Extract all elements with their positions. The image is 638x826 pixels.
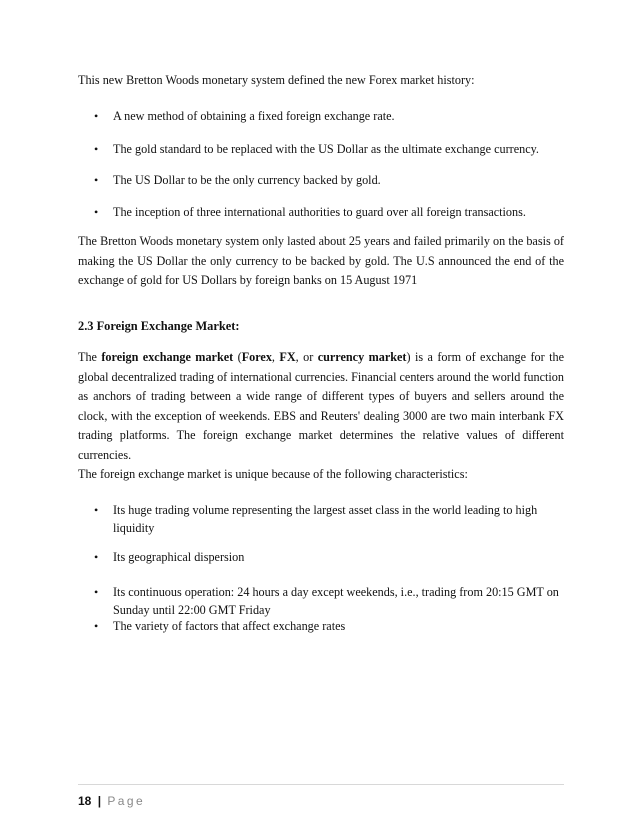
footer-separator: | — [97, 794, 102, 808]
term-foreign-exchange-market: foreign exchange market — [101, 350, 234, 364]
list-item-text: Its continuous operation: 24 hours a day except weekends, i.e., trading from 20:15 GMT on Sunday until 22:00 GMT Friday — [113, 585, 559, 617]
bullet-icon: • — [94, 142, 99, 156]
bullet-icon: • — [94, 173, 99, 187]
bretton-paragraph: The Bretton Woods monetary system only lasted about 25 years and failed primarily on the basis of making the US Dollar the only currency to be backed by gold. The U.S announced the end of the exchange of gold for US Dollars by foreign banks on 15 August 1971 — [78, 234, 564, 287]
page-number: 18 — [78, 794, 92, 808]
list-item-text: The inception of three international authorities to guard over all foreign transactions. — [113, 205, 526, 219]
intro-text: This new Bretton Woods monetary system defined the new Forex market history: — [78, 73, 475, 87]
footer-divider — [78, 784, 564, 785]
bullet-icon: • — [94, 550, 99, 564]
term-fx: FX — [279, 350, 296, 364]
list-item-text: Its huge trading volume representing the largest asset class in the world leading to high liquidity — [113, 503, 538, 535]
list-item-text: The variety of factors that affect exchange rates — [113, 619, 346, 633]
term-forex: Forex — [241, 350, 272, 364]
bullet-icon: • — [94, 503, 99, 517]
list-item-text: Its geographical dispersion — [113, 550, 245, 564]
fx-paragraph: The foreign exchange market (Forex, FX, or currency market) is a form of exchange for the global decentralized trading of international currencies. Financial centers around the world function as anchors of trading between a wide range of different types of buyers and sellers around the clock, with the exception of weekends. EBS and Reuters' dealing 3000 are two main interbank FX trading platforms. The foreign exchange market determines the relative values of different currencies. — [78, 350, 564, 462]
bullet-icon: • — [94, 619, 99, 633]
term-currency-market: currency market — [317, 350, 407, 364]
page-footer — [78, 794, 145, 808]
section-heading: 2.3 Foreign Exchange Market: — [78, 319, 240, 333]
list-item-text: A new method of obtaining a fixed foreign exchange rate. — [113, 109, 395, 123]
page-label: Page — [107, 794, 146, 808]
unique-intro-text: The foreign exchange market is unique because of the following characteristics: — [78, 467, 468, 481]
list-item-text: The gold standard to be replaced with the US Dollar as the ultimate exchange currency. — [113, 142, 539, 156]
list-item-text: The US Dollar to be the only currency backed by gold. — [113, 173, 381, 187]
bullet-icon: • — [94, 109, 99, 123]
bullet-icon: • — [94, 585, 99, 599]
bullet-icon: • — [94, 205, 99, 219]
